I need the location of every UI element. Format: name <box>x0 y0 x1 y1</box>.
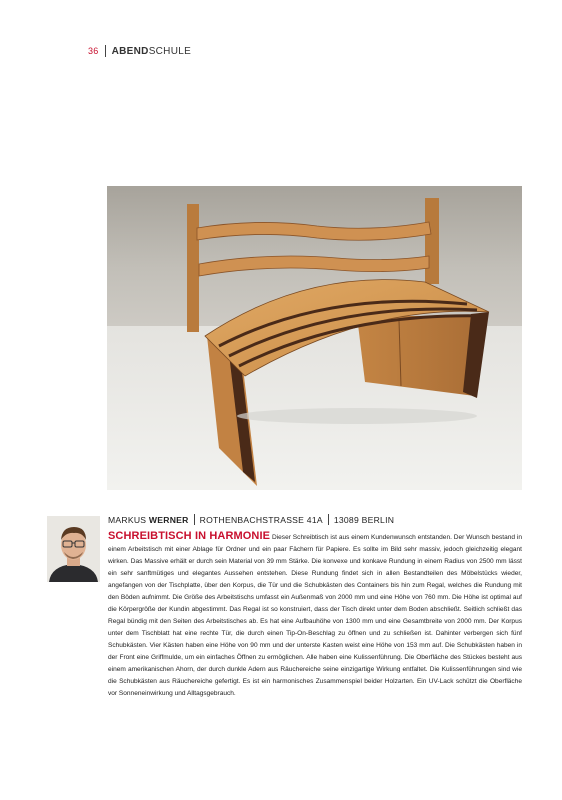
article-body: Dieser Schreibtisch ist aus einem Kundenwunsch entstanden. Der Wunsch bestand in einem Arbeitstisch mit einer Ablage für Ordner und ein paar Fächern für Papiere. Es sollte im Bild sehr massiv, jedoch gleichzeitig elegant wirken. Das Massive erhält er durch sein Material von 39 mm Stärke. Die konvexe und konkave Rundung in einem Radius von 2500 mm lässt ein sehr sanftmütiges und elegantes Aussehen entstehen. Diese Rundung findet sich in allen Bestandteilen des Möbelstücks wieder, angefangen von der Tischplatte, über den Korpus, die Tür und die Schubkästen des Containers bis hin zum Regal, welches die Rundung mit den Böden aufnimmt. Die Größe des Arbeitstischs umfasst ein Außenmaß von 2000 mm und eine Höhe von 760 mm. Die Höhe ist optimal auf die Körpergröße der Kundin abgestimmt. Das Regal ist so konstruiert, dass der Tisch direkt unter dem Boden abschließt. Seitlich schließt das Regal bündig mit den Seiten des Arbeitstisches ab. Es hat eine Aufbauhöhe von 1300 mm und eine Gesamtbreite von 2000 mm. Der Korpus unter dem Tischblatt hat eine rechte Tür, die durch einen Tip-On-Beschlag zu öffnen und zu schließen ist. Dahinter verbergen sich fünf Schubkästen. Vier Kästen haben eine Höhe von 90 mm und der unterste Kasten weist eine Höhe von 153 mm auf. Die Schubkästen haben in der Front eine Griffmulde, um ein einfaches Öffnen zu ermöglichen. Alle haben eine Kulissenführung. Die Oberfläche des Stückes besteht aus einem amerikanischen Ahorn, der durch dunkle Adern aus Räuchereiche seine einzigartige Wirkung entfaltet. Die Kulissenführungen sind wie die Schubkästen aus Räuchereiche gefertigt. Es ist ein harmonisches Zusammenspiel beider Holzarten. Ein UV-Lack schützt die Oberfläche vor Sonneneinwirkung und Alltagsgebrauch. <box>108 534 522 697</box>
series-title-bold: ABEND <box>111 45 149 57</box>
byline-divider <box>328 514 329 525</box>
article-text <box>108 530 522 700</box>
author-street: ROTHENBACHSTRASSE 41A <box>199 514 323 525</box>
header-divider <box>105 45 106 57</box>
author-first-name: MARKUS <box>108 514 147 525</box>
series-title-rest: SCHULE <box>148 45 192 57</box>
author-last-name: WERNER <box>148 514 189 525</box>
running-header <box>88 44 191 58</box>
desk-photo <box>107 186 522 490</box>
author-byline <box>108 514 528 525</box>
byline-divider <box>194 514 195 525</box>
author-portrait <box>47 516 100 582</box>
author-city: 13089 BERLIN <box>333 514 395 525</box>
article-title: SCHREIBTISCH IN HARMONIE <box>108 530 271 542</box>
page-number: 36 <box>88 46 99 56</box>
